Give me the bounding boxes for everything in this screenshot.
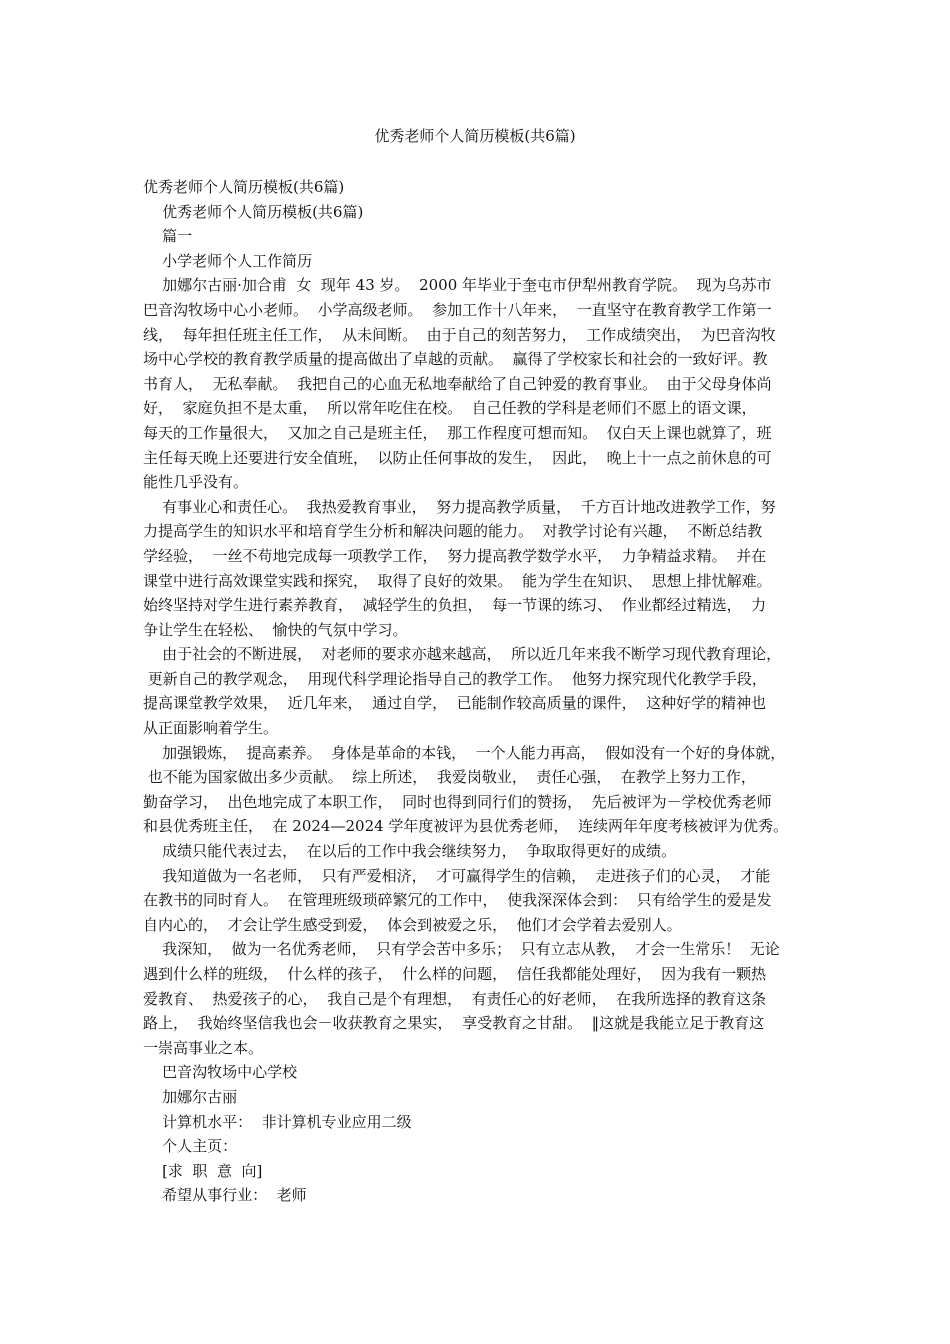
text-line: 希望从事行业： 老师 [143,1186,307,1205]
text-line: 能性几乎没有。 [143,473,249,492]
text-line: 加强锻炼， 提高素养。 身体是革命的本钱， 一个人能力再高， 假如没有一个好的身体就， [143,743,786,762]
text-line: 争让学生在轻松、 愉快的气氛中学习。 [143,620,408,639]
text-line: 我深知， 做为一名优秀老师， 只有学会苦中多乐； 只有立志从教， 才会一生常乐！ 无论 [143,940,780,959]
text-line: 提高课堂教学效果， 近几年来， 通过自学， 已能制作较高质量的课件， 这种好学的精神也 [143,694,767,713]
text-line: 主任每天晚上还要进行安全值班， 以防止任何事故的发生， 因此， 晚上十一点之前休息的可 [143,448,772,467]
text-line: 好， 家庭负担不是太重， 所以常年吃住在校。 自己任教的学科是老师们不愿上的语文课， [143,399,757,418]
text-line: 始终坚持对学生进行素养教育， 减轻学生的负担， 每一节课的练习、 作业都经过精选， 力 [143,596,767,615]
text-line: 由于社会的不断进展， 对老师的要求亦越来越高， 所以近几年来我不断学习现代教育理论， [143,645,782,664]
text-line: 有事业心和责任心。 我热爱教育事业， 努力提高教学质量， 千方百计地改进教学工作，努 [143,497,776,516]
text-line: 线， 每年担任班主任工作， 从未间断。 由于自己的刻苦努力， 工作成绩突出， 为巴音沟牧 [143,325,776,344]
text-line: 每天的工作量很大， 又加之自己是班主任， 那工作程度可想而知。 仅白天上课也就算了，班 [143,423,772,442]
text-line: 遇到什么样的班级， 什么样的孩子， 什么样的问题， 信任我都能处理好， 因为我有一颗热 [143,965,767,983]
text-line: [求 职 意 向] [143,1161,263,1180]
text-line: 我知道做为一名老师， 只有严爱相济， 才可赢得学生的信赖， 走进孩子们的心灵， 才能 [143,866,771,885]
text-line: 自内心的， 才会让学生感受到爱， 体会到被爱之乐， 他们才会学着去爱别人。 [143,915,682,934]
text-line: 个人主页： [143,1137,238,1156]
text-line: 巴音沟牧场中心学校 [143,1063,298,1082]
text-line: 成绩只能代表过去， 在以后的工作中我会继续努力， 争取取得更好的成绩。 [143,842,677,861]
text-line: 加娜尔古丽·加合甫 女 现年 43 岁。 2000 年毕业于奎屯市伊犁州教育学院。 现为乌苏市 [143,276,772,295]
text-line: 篇一 [143,227,193,246]
text-line: 加娜尔古丽 [143,1087,238,1106]
text-line: 课堂中进行高效课堂实践和探究， 取得了良好的效果。 能为学生在知识、 思想上排忧解难。 [143,571,772,590]
text-line: 计算机水平： 非计算机专业应用二级 [143,1112,412,1131]
text-line: 路上， 我始终坚信我也会－收获教育之果实， 享受教育之甘甜。 ‖这就是我能立足于教育这 [143,1014,765,1033]
text-line: 爱教育、 热爱孩子的心， 我自己是个有理想， 有责任心的好老师， 在我所选择的教育这条 [143,989,767,1008]
document-body [143,175,808,1208]
text-line: 学经验， 一丝不苟地完成每一项教学工作， 努力提高教学数学水平， 力争精益求精。 并在 [143,546,767,565]
text-line: 在教书的同时育人。 在管理班级琐碎繁冗的工作中， 使我深深体会到： 只有给学生的爱是发 [143,891,772,910]
text-line: 优秀老师个人简历模板(共6篇) [143,178,345,196]
text-line: 巴音沟牧场中心小老师。 小学高级老师。 参加工作十八年来， 一直坚守在教育教学工作第一 [143,300,772,319]
text-line: 场中心学校的教育教学质量的提高做出了卓越的贡献。 赢得了学校家长和社会的一致好评。教 [143,350,768,369]
text-line: 勤奋学习， 出色地完成了本职工作， 同时也得到同行们的赞扬， 先后被评为－学校优秀老师 [143,792,772,811]
text-line: 和县优秀班主任， 在 2024—2024 学年度被评为县优秀老师， 连续两年年度考核被评为优秀。 [143,817,788,836]
text-line: 也不能为国家做出多少贡献。 综上所述， 我爱岗敬业， 责任心强， 在教学上努力工作， [143,768,756,787]
text-line: 从正面影响着学生。 [143,719,279,738]
text-line: 小学老师个人工作简历 [143,251,313,270]
text-line: 更新自己的教学观念， 用现代科学理论指导自己的教学工作。 他努力探究现代化教学手段， [143,669,767,688]
text-line: 一崇高事业之本。 [143,1038,264,1057]
page-title: 优秀老师个人简历模板(共6篇) [374,127,576,145]
text-line: 力提高学生的知识水平和培育学生分析和解决问题的能力。 对教学讨论有兴趣， 不断总结教 [143,522,763,541]
text-line: 书育人， 无私奉献。 我把自己的心血无私地奉献给了自己钟爱的教育事业。 由于父母身体尚 [143,374,772,393]
text-line: 优秀老师个人简历模板(共6篇) [143,202,364,221]
